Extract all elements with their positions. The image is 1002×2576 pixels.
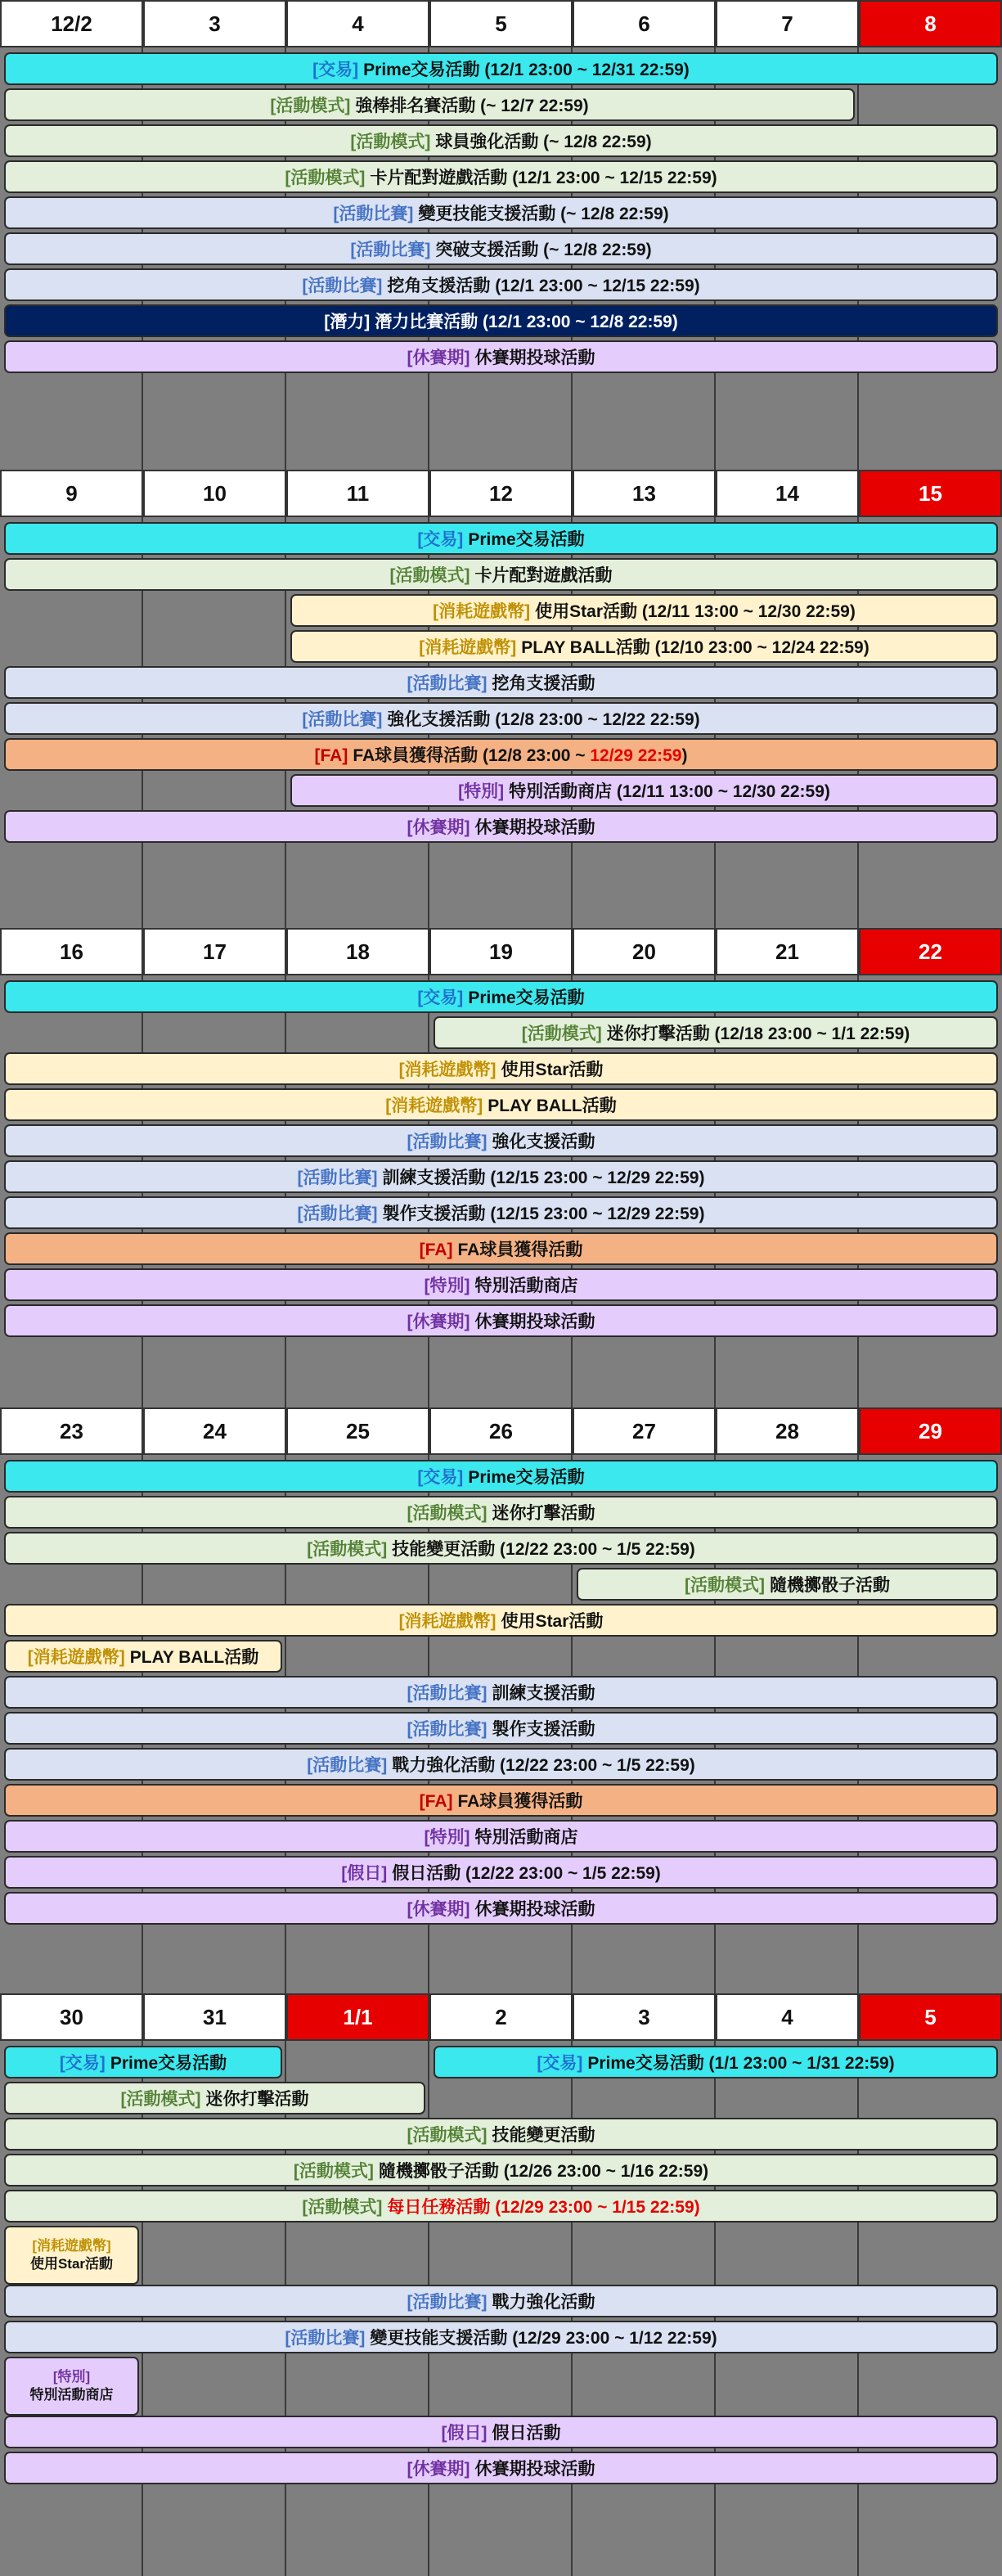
event-title: 球員強化活動 (~ 12/8 22:59) [435,133,652,151]
event-title: 休賽期投球活動 [474,2460,595,2479]
event-bar[interactable] [4,1748,998,1781]
event-bar[interactable] [434,2046,998,2078]
event-title: FA球員獲得活動 (12/8 23:00 ~ [353,746,591,765]
event-category-tag: [活動模式] [285,169,366,187]
event-title: 製作支援活動 (12/15 23:00 ~ 12/29 22:59) [382,1205,705,1223]
event-line [685,1572,890,1596]
week-block [0,928,1002,1407]
event-category-tag: [FA] [314,746,348,765]
event-line [407,1500,595,1524]
day-header: 3 [573,1993,716,2041]
event-category-tag: [休賽期] [407,2460,470,2479]
event-line [522,1020,910,1045]
event-line [341,1860,661,1885]
event-title: PLAY BALL活動 (12/10 23:00 ~ 12/24 22:59) [521,638,869,657]
event-bar[interactable] [4,1784,998,1817]
day-header: 15 [859,470,1002,517]
event-category-tag: [消耗遊戲幣] [385,1097,483,1115]
event-line [417,984,584,1009]
event-category-tag: [活動比賽] [407,1684,488,1703]
day-header: 6 [573,0,716,47]
event-bar[interactable] [4,124,998,157]
event-title: 訓練支援活動 (12/15 23:00 ~ 12/29 22:59) [382,1169,705,1187]
event-category-tag: [交易] [59,2054,106,2073]
event-line [420,1236,583,1261]
event-title: FA球員獲得活動 [457,1241,583,1259]
event-bar[interactable] [4,2046,282,2078]
day-header: 17 [143,928,286,975]
event-category-tag: [活動模式] [389,566,470,585]
event-bar[interactable] [4,558,998,591]
event-category-tag: [消耗遊戲幣] [398,1061,497,1079]
event-title: 戰力強化活動 [492,2293,595,2312]
event-bar[interactable] [4,196,998,229]
event-category-tag: [假日] [441,2424,488,2443]
event-line [425,1272,578,1297]
event-bar[interactable] [4,1088,998,1121]
event-line [407,1680,595,1705]
day-header: 12/2 [0,0,143,47]
event-line [298,1164,705,1189]
day-header: 20 [573,928,716,975]
event-line [399,1608,604,1633]
event-category-tag: [活動比賽] [297,1205,378,1223]
event-bar[interactable] [4,1676,998,1709]
event-category-tag: [活動模式] [407,2126,488,2145]
day-header: 1/1 [286,1993,429,2041]
event-category-tag: [交易] [417,989,464,1007]
event-category-tag: [活動比賽] [407,2293,488,2312]
day-header: 3 [143,0,286,47]
day-header: 26 [429,1407,573,1455]
event-line [433,598,856,623]
day-header: 14 [716,470,859,517]
event-bar[interactable] [4,1196,998,1229]
event-line [407,814,595,839]
event-title: 技能變更活動 [492,2126,595,2145]
event-bar[interactable] [4,1460,998,1493]
event-title: 休賽期投球活動 [474,818,595,837]
event-line [458,778,830,803]
event-line [407,2122,595,2146]
event-category-tag: [活動比賽] [285,2329,366,2348]
event-category-tag: [活動模式] [120,2090,201,2109]
event-title: 挖角支援活動 (12/1 23:00 ~ 12/15 22:59) [387,277,700,295]
day-header: 13 [573,470,716,517]
event-title: 製作支援活動 [492,1720,595,1739]
event-title: 變更技能支援活動 (12/29 23:00 ~ 1/12 22:59) [370,2329,717,2348]
event-bar[interactable] [4,1712,998,1745]
day-header: 16 [0,928,143,975]
event-line [420,1788,583,1813]
event-line [302,272,699,297]
event-title: Prime交易活動 (1/1 23:00 ~ 1/31 22:59) [587,2054,895,2073]
event-category-tag: [休賽期] [407,1313,470,1331]
event-category-tag: [消耗遊戲幣] [419,638,517,657]
event-line [333,200,668,225]
event-line [390,562,613,587]
event-bar[interactable] [4,2154,998,2186]
event-highlight-date: 12/29 22:59 [590,746,682,765]
day-header: 18 [286,928,429,975]
event-title: 使用Star活動 [29,2256,114,2272]
event-line [417,526,584,551]
event-title: 使用Star活動 (12/11 13:00 ~ 12/30 22:59) [535,602,856,621]
event-bar[interactable] [4,304,998,337]
day-header: 28 [716,1407,859,1455]
event-title: 突破支援活動 (~ 12/8 22:59) [435,241,652,259]
event-bar[interactable] [4,1268,998,1301]
event-category-tag: [休賽期] [407,818,470,837]
event-line [28,1644,259,1669]
event-title: 隨機擲骰子活動 [770,1576,890,1595]
event-title: 迷你打擊活動 [492,1504,595,1523]
event-title: Prime交易活動 (12/1 23:00 ~ 12/31 22:59) [363,61,690,79]
event-bar[interactable] [4,2285,998,2317]
event-title: 休賽期投球活動 [474,1900,595,1919]
event-line [285,164,717,189]
event-line [294,2158,708,2182]
day-header: 23 [0,1407,143,1455]
event-title: 訓練支援活動 [492,1684,595,1703]
event-category-tag: [交易] [537,2054,583,2073]
event-title: 挖角支援活動 [492,674,595,693]
event-bar[interactable] [4,1052,998,1085]
event-title: 休賽期投球活動 [474,349,595,367]
event-category-tag: [活動比賽] [350,241,431,259]
event-title: 卡片配對遊戲活動 [474,566,613,585]
event-title: PLAY BALL活動 [488,1097,617,1115]
event-bar[interactable] [4,232,998,265]
event-line [407,1896,595,1921]
event-category-tag: [活動比賽] [333,205,414,223]
event-category-tag: [FA] [419,1241,453,1259]
day-header: 25 [286,1407,429,1455]
event-highlight-date: 每日任務活動 (12/29 23:00 ~ 1/15 22:59) [387,2198,700,2217]
event-category-tag: [活動模式] [270,97,351,115]
event-category-tag: [活動比賽] [407,674,488,693]
event-bar[interactable] [4,160,998,193]
event-line [350,128,651,153]
event-category-tag: [交易] [417,530,464,549]
day-header: 9 [0,470,143,517]
event-category-tag: [活動模式] [407,1504,488,1523]
event-category-tag: [休賽期] [407,349,470,367]
event-line [285,2325,717,2349]
event-category-tag: [假日] [341,1864,388,1883]
event-category-tag: [FA] [419,1792,453,1811]
event-bar[interactable] [4,2452,998,2484]
event-line [407,1308,595,1333]
day-header: 11 [286,470,429,517]
event-line [399,1056,604,1081]
event-line [121,2086,309,2110]
event-line [537,2050,894,2074]
week-block [0,0,1002,470]
event-bar[interactable] [4,1820,998,1853]
event-title: 卡片配對遊戲活動 (12/1 23:00 ~ 12/15 22:59) [370,169,717,187]
event-bar[interactable] [4,1496,998,1529]
event-category-tag: [活動模式] [521,1025,602,1043]
event-title: Prime交易活動 [110,2054,227,2073]
day-header: 4 [716,1993,859,2041]
event-bar[interactable] [4,1856,998,1889]
event-title: PLAY BALL活動 [129,1648,259,1667]
event-bar[interactable] [4,1160,998,1193]
event-line [407,670,595,695]
event-category-tag: [活動比賽] [307,1756,388,1775]
day-header: 4 [286,0,429,47]
event-bar[interactable] [4,666,998,699]
event-bar[interactable] [4,2321,998,2353]
event-title: 隨機擲骰子活動 (12/26 23:00 ~ 1/16 22:59) [378,2162,709,2181]
event-bar[interactable] [4,1124,998,1157]
event-category-tag: [活動比賽] [302,277,383,295]
event-line [407,345,595,369]
event-title: 強棒排名賽活動 (~ 12/7 22:59) [355,97,589,115]
event-title: 變更技能支援活動 (~ 12/8 22:59) [418,205,669,223]
event-bar[interactable] [290,630,998,663]
event-category-tag: [消耗遊戲幣] [32,2238,111,2254]
event-category-tag: [活動模式] [302,2198,383,2217]
event-bar[interactable] [4,1232,998,1265]
event-bar[interactable] [434,1016,998,1049]
event-title: FA球員獲得活動 [457,1792,583,1811]
event-bar[interactable] [4,1892,998,1925]
event-category-tag: [特別] [52,2369,91,2385]
event-bar[interactable] [4,52,998,85]
event-title: 特別活動商店 [29,2387,114,2403]
day-header: 22 [859,928,1002,975]
event-bar[interactable] [4,2357,139,2416]
day-header: 8 [859,0,1002,47]
event-bar[interactable] [4,88,855,121]
day-header: 12 [429,470,573,517]
day-header: 2 [429,1993,573,2041]
event-line [312,56,690,81]
event-title: 特別活動商店 (12/11 13:00 ~ 12/30 22:59) [509,782,830,801]
event-title: 特別活動商店 [474,1828,578,1847]
event-category-tag: [潛力] [324,313,371,331]
event-bar[interactable] [4,980,998,1013]
event-line [419,634,869,659]
event-category-tag: [活動模式] [350,133,431,151]
event-title: 休賽期投球活動 [474,1313,595,1331]
event-bar[interactable] [4,1640,282,1673]
event-category-tag: [特別] [424,1277,470,1295]
day-header: 5 [859,1993,1002,2041]
event-bar[interactable] [4,810,998,843]
event-line [307,1752,695,1777]
event-category-tag: [活動模式] [307,1540,388,1559]
day-header: 31 [143,1993,286,2041]
event-title: 迷你打擊活動 [205,2090,309,2109]
event-category-tag: [特別] [424,1828,470,1847]
event-bar[interactable] [4,340,998,373]
event-line [298,1200,705,1225]
event-line [442,2420,561,2444]
event-title-suffix: ) [681,746,688,765]
event-category-tag: [特別] [458,782,505,801]
event-line [324,308,678,333]
event-bar[interactable] [4,1532,998,1565]
event-title: 迷你打擊活動 (12/18 23:00 ~ 1/1 22:59) [606,1025,910,1043]
event-line [307,1536,695,1560]
day-header: 7 [716,0,859,47]
event-line [425,1824,578,1849]
event-title: Prime交易活動 [468,1468,585,1487]
event-title: 使用Star活動 [501,1061,604,1079]
event-title: 戰力強化活動 (12/22 23:00 ~ 1/5 22:59) [392,1756,695,1775]
week-block [0,1993,1002,2576]
event-bar[interactable] [4,738,998,771]
event-title: 技能變更活動 (12/22 23:00 ~ 1/5 22:59) [392,1540,695,1559]
event-line [407,2289,595,2313]
event-title: 潛力比賽活動 (12/1 23:00 ~ 12/8 22:59) [375,313,678,331]
event-line [407,1128,595,1153]
event-bar[interactable] [577,1568,998,1601]
event-category-tag: [消耗遊戲幣] [433,602,531,621]
event-bar[interactable] [290,774,998,807]
event-line [302,706,699,731]
event-title: Prime交易活動 [468,989,585,1007]
event-bar[interactable] [4,2118,998,2150]
event-category-tag: [活動模式] [293,2162,374,2181]
event-title: 假日活動 [492,2424,561,2443]
day-header: 29 [859,1407,1002,1455]
event-category-tag: [交易] [417,1468,464,1487]
event-bar[interactable] [4,1604,998,1637]
day-header: 19 [429,928,573,975]
event-bar[interactable] [4,268,998,301]
event-category-tag: [活動比賽] [302,710,383,729]
event-title: 假日活動 (12/22 23:00 ~ 1/5 22:59) [392,1864,661,1883]
event-line [270,92,588,117]
day-header: 10 [143,470,286,517]
event-line [385,1092,617,1117]
day-header: 21 [716,928,859,975]
day-header: 24 [143,1407,286,1455]
event-category-tag: [活動模式] [685,1576,765,1595]
event-line [315,742,688,767]
event-category-tag: [休賽期] [407,1900,470,1919]
event-category-tag: [消耗遊戲幣] [27,1648,125,1667]
event-bar[interactable] [4,702,998,735]
event-title: Prime交易活動 [468,530,585,549]
event-category-tag: [活動比賽] [407,1133,488,1151]
event-line [350,236,651,261]
event-bar[interactable] [290,594,998,627]
event-line [60,2050,227,2074]
event-line [407,1716,595,1741]
week-block [0,1407,1002,1993]
day-header: 27 [573,1407,716,1455]
event-bar[interactable] [4,522,998,555]
event-category-tag: [活動比賽] [297,1169,378,1187]
week-block [0,470,1002,928]
day-header: 30 [0,1993,143,2041]
event-bar[interactable] [4,2226,139,2285]
event-category-tag: [消耗遊戲幣] [398,1612,497,1631]
day-header: 5 [429,0,573,47]
event-title: 使用Star活動 [501,1612,604,1631]
event-line [417,1464,584,1488]
event-line [302,2194,699,2218]
event-category-tag: [活動比賽] [407,1720,488,1739]
event-title: 強化支援活動 (12/8 23:00 ~ 12/22 22:59) [387,710,700,729]
event-title: 特別活動商店 [474,1277,578,1295]
event-bar[interactable] [4,2416,998,2448]
event-bar[interactable] [4,1304,998,1337]
event-line [407,2456,595,2480]
event-title: 強化支援活動 [492,1133,595,1151]
event-category-tag: [交易] [312,61,359,79]
event-bar[interactable] [4,2190,998,2222]
event-bar[interactable] [4,2082,425,2114]
